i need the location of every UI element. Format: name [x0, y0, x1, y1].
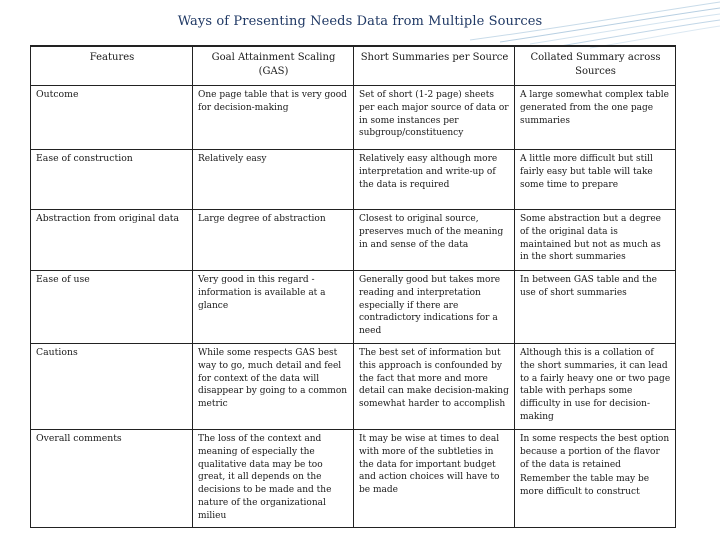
- collated-summary-note: Remember the table may be more difficult to construct: [520, 474, 650, 498]
- gas-cell: Relatively easy: [193, 150, 354, 210]
- table-header-row: [31, 46, 676, 86]
- short-summary-cell: It may be wise at times to deal with more of the subtleties in the data for important budget and action choices will have to be made: [354, 430, 515, 528]
- collated-summary-cell: Some abstraction but a degree of the original data is maintained but not as much as in the short summaries: [515, 210, 676, 271]
- table-row: [31, 344, 676, 430]
- feature-cell: Ease of construction: [31, 150, 193, 210]
- gas-cell: One page table that is very good for decision-making: [193, 86, 354, 150]
- comparison-table: [30, 45, 676, 528]
- table-row: [31, 430, 676, 528]
- short-summary-cell: Set of short (1-2 page) sheets per each major source of data or in some instances per subgroup/constituency: [354, 86, 515, 150]
- collated-summary-cell: A little more difficult but still fairly easy but table will take some time to prepare: [515, 150, 676, 210]
- header-features: Features: [31, 46, 193, 86]
- feature-cell: Ease of use: [31, 271, 193, 344]
- header-gas: Goal Attainment Scaling (GAS): [193, 46, 354, 86]
- short-summary-cell: The best set of information but this approach is confounded by the fact that more and more detail can make decision-making somewhat harder to accomplish: [354, 344, 515, 430]
- collated-summary-cell: [515, 430, 676, 528]
- gas-cell: Large degree of abstraction: [193, 210, 354, 271]
- table-row: [31, 210, 676, 271]
- page-title: Ways of Presenting Needs Data from Multiple Sources: [177, 14, 543, 29]
- table-row: [31, 86, 676, 150]
- header-collated-summary: Collated Summary across Sources: [515, 46, 676, 86]
- feature-cell: Overall comments: [31, 430, 193, 528]
- short-summary-cell: Closest to original source, preserves much of the meaning in and sense of the data: [354, 210, 515, 271]
- short-summary-cell: Generally good but takes more reading and interpretation especially if there are contradictory indications for a need: [354, 271, 515, 344]
- header-short-summaries: Short Summaries per Source: [354, 46, 515, 86]
- feature-cell: Abstraction from original data: [31, 210, 193, 271]
- gas-cell: The loss of the context and meaning of especially the qualitative data may be too great, it all depends on the decisions to be made and the nature of the organizational milieu: [193, 430, 354, 528]
- collated-summary-cell: In between GAS table and the use of short summaries: [515, 271, 676, 344]
- collated-summary-cell: A large somewhat complex table generated from the one page summaries: [515, 86, 676, 150]
- gas-cell: While some respects GAS best way to go, much detail and feel for context of the data will disappear by going to a common metric: [193, 344, 354, 430]
- feature-cell: Cautions: [31, 344, 193, 430]
- feature-cell: Outcome: [31, 86, 193, 150]
- collated-summary-cell: Although this is a collation of the short summaries, it can lead to a fairly heavy one or two page table with perhaps some difficulty in use for decision-making: [515, 344, 676, 430]
- table-row: [31, 271, 676, 344]
- table-row: [31, 150, 676, 210]
- gas-cell: Very good in this regard - information is available at a glance: [193, 271, 354, 344]
- short-summary-cell: Relatively easy although more interpretation and write-up of the data is required: [354, 150, 515, 210]
- collated-summary-text: In some respects the best option because a portion of the flavor of the data is retained: [520, 434, 670, 470]
